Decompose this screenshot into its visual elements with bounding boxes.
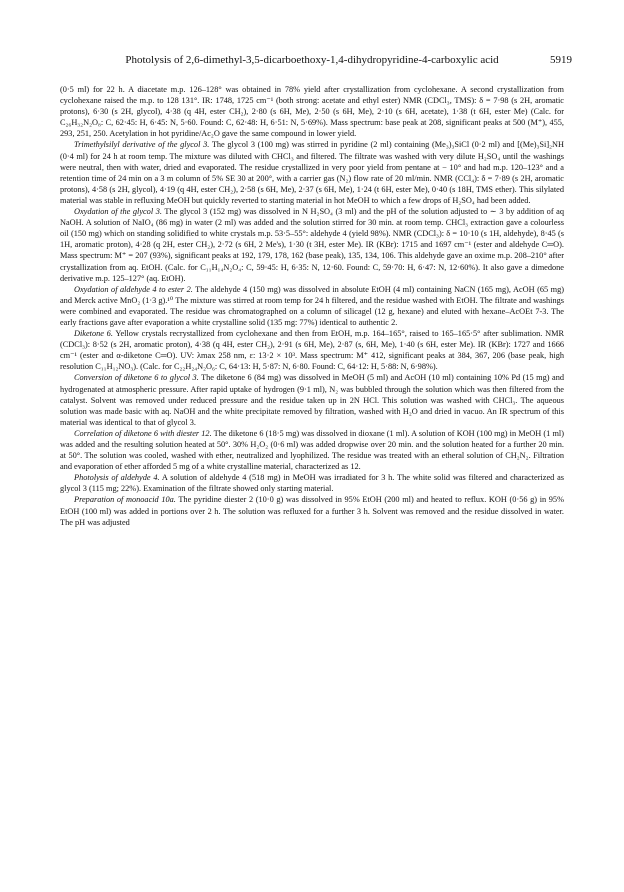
paragraph-monoacid	[60, 494, 564, 527]
paragraph-lead: Photolysis of aldehyde 4.	[74, 473, 160, 483]
paragraph-text: The aldehyde 4 (150 mg) was dissolved in absolute EtOH (4 ml) containing NaCN (165 mg), AcOH (65 mg) and Merck active MnO₂ (1·3 g).¹⁰ The mixture was stirred at room temp for 24 h filtered, and the residue washed with EtOH. The filtrate and washings were combined and evaporated. The residue was chromatographed on a column of silicagel (12 g, hexane) and eluted with hexane–AcOEt 7-3. The early fractions gave after evaporation a white crystalline solid (135 mg: 77%) identical to authentic 2.	[60, 284, 565, 327]
paragraph-lead: Oxydation of aldehyde 4 to ester 2.	[74, 284, 193, 294]
paragraph-text: The pyridine diester 2 (10·0 g) was dissolved in 95% EtOH (200 ml) and heated to reflux. KOH (0·56 g) in 95% EtOH (100 ml) was added in portions over 2 h. The solution was refluxed for a further 3 h. Solvent was removed and the residue dissolved in water. The pH was adjusted	[60, 495, 564, 527]
paragraph-oxydation-glycol	[60, 206, 564, 284]
paragraph-oxydation-aldehyde	[60, 284, 564, 328]
paragraph-diketone	[60, 328, 564, 372]
page-number: 5919	[550, 54, 572, 66]
paragraph-photolysis	[60, 472, 564, 494]
running-title: Photolysis of 2,6-dimethyl-3,5-dicarboethoxy-1,4-dihydropyridine-4-carboxylic acid	[125, 54, 499, 66]
paragraph-lead: Trimethylsilyl derivative of the glycol 3.	[74, 140, 210, 150]
paragraph-lead: Diketone 6.	[74, 329, 113, 339]
paragraph-correlation	[60, 428, 564, 472]
paragraph-text: The diketone 6 (84 mg) was dissolved in MeOH (5 ml) and AcOH (10 ml) containing 10% Pd (15 mg) and hydrogenated at atmospheric pressure. After rapid uptake of hydrogen (9·1 ml), N₂ was bubbled through the solution which was then filtered from the catalyst. Solvent was removed under reduced pressure and the residue taken up in 2N HCl. This solution was washed with CHCl₃. The aqueous solution was made basic with aq. NaOH and the white precipitate removed by filtration, washed with H₂O and dried in vacuo. An IR spectrum of this material was identical to that of glycol 3.	[60, 373, 564, 427]
article-body	[60, 84, 564, 528]
paragraph-lead: Preparation of monoacid 10a.	[74, 495, 176, 505]
paragraph-conversion	[60, 372, 564, 427]
paragraph-lead: Oxydation of the glycol 3.	[74, 207, 162, 217]
paragraph-lead: Correlation of diketone 6 with diester 12.	[74, 428, 212, 438]
running-header	[0, 54, 624, 70]
paragraph-text: A solution of aldehyde 4 (518 mg) in MeOH was irradiated for 3 h. The white solid was filtered and characterized as glycol 3 (115 mg; 22%). Examination of the filtrate showed only starting material.	[60, 473, 564, 494]
paragraph-text: The diketone 6 (18·5 mg) was dissolved in dioxane (1 ml). A solution of KOH (100 mg) in MeOH (1 ml) was added and the resulting solution heated at 50°. 30% H₂O₂ (0·6 ml) was added dropwise over 20 min. and the solution heated for a further 20 min. at 50°. The solution was cooled, washed with ether, neutralized and lyophilized. The residue was treated with an etheral solution of CH₂N₂. Filtration and evaporation of ether afforded 5 mg of a white crystalline material, characterized as 12.	[60, 428, 564, 472]
paragraph-text: (0·5 ml) for 22 h. A diacetate m.p. 126–128° was obtained in 78% yield after crystallization from cyclohexane. A second crystallization from cyclohexane raised the m.p. to 128 131°. IR: 1748, 1725 cm⁻¹ (both strong: acetate and ethyl ester) NMR (CDCl₃, TMS): δ = 7·98 (s 2H, aromatic protons), 6·30 (s 2H, glycol), 4·38 (q 4H, ester CH₂), 2·80 (s 6H, Me), 2·50 (s 6H, Me), 2·10 (s 6H, acetate), 1·38 (t 6H, ester Me) (Calc. for C₂₆H₃₂N₂O₈: C, 62·45: H, 6·45: N, 5·60. Found: C, 62·48: H, 6·51: N, 5·69%). Mass spectrum: base peak at 208, significant peaks at 500 (M⁺), 455, 293, 251, 250. Acetylation in hot pyridine/Ac₂O gave the same compound in lower yield.	[60, 85, 564, 139]
paragraph-text: The glycol 3 (152 mg) was dissolved in N H₂SO₄ (3 ml) and the pH of the solution adjusted to ∼ 3 by addition of aq NaOH. A solution of NaIO₄ (86 mg) in water (2 ml) was added and the solution stirred for 30 min. at room temp. CHCl₃ extraction gave a colourless oil (150 mg) which on standing solidified to white crystals m.p. 53·5–55°: aldehyde 4 (yield 98%). NMR (CDCl₃): δ = 10·10 (s 1H, aldehyde), 8·45 (s 1H, aromatic proton), 4·28 (q 2H, ester CH₂), 2·72 (s 6H, 2 Me's), 1·30 (t 3H, ester Me). IR (KBr): 1715 and 1697 cm⁻¹ (ester and aldehyde C═O). Mass spectrum: M⁺ = 207 (93%), significant peaks at 192, 179, 178, 162 (base peak), 135, 134, 106. This aldehyde gave an oxime m.p. 208–210° after crystallization from aq. EtOH. (Calc. for C₁₁H₁₄N₂O₄: C, 59·45: H, 6·35: N, 12·60. Found: C, 59·70: H, 6·47: N, 12·60%). It also gave a dimedone derivative m.p. 125–127° (aq. EtOH).	[60, 207, 564, 283]
paragraph-text: The glycol 3 (100 mg) was stirred in pyridine (2 ml) containing (Me₃)₃SiCl (0·2 ml) and [(Me)₃Si]₂NH (0·4 ml) for 24 h at room temp. The mixture was diluted with CHCl₃ and filtered. The filtrate was washed with very dilute H₂SO₄ until the washings were neutral, then with water, dried and evaporated. The residue crystallized in very poor yield from pentane at − 10° and had m.p. 120–123° and a retention time of 24 min on a 3 m column of 5% SE 30 at 200°, with a carrier gas (N₂) flow rate of 20 ml/min. NMR (CCl₄): δ = 7·89 (s 2H, aromatic protons), 4·58 (s 2H, glycol), 4·19 (q 4H, ester CH₂), 2·58 (s 6H, Me), 2·37 (s 6H, Me), 1·24 (t 6H, ester Me), 0·40 (s 18H, TMS ether). This silylated material was stable in refluxing MeOH but quickly reverted to starting material in hot MeOH to which a few drops of H₂SO₄ had been added.	[60, 140, 564, 205]
paragraph-diacetate	[60, 84, 564, 139]
paragraph-lead: Conversion of diketone 6 to glycol 3.	[74, 373, 199, 383]
paragraph-text: Yellow crystals recrystallized from cyclohexane and then from EtOH, m.p. 164–165°, raised to 165–165·5° after sublimation. NMR (CDCl₃): 8·52 (s 2H, aromatic proton), 4·38 (q 4H, ester CH₂), 2·91 (s 6H, Me), 2·87 (s, 6H, Me), 1·40 (s 6H, ester Me). IR (KBr): 1727 and 1666 cm⁻¹ (ester and α-diketone C═O). UV: λmax 258 nm, ε: 13·2 × 10³. Mass spectrum: M⁺ 412, significant peaks at 384, 367, 206 (base peak, high resolution C₁₁H₁₂NO₃). (Calc. for C₂₂H₂₄N₂O₆: C, 64·13: H, 5·87: N, 6·80. Found: C, 64·12: H, 5·88: N, 6·98%).	[60, 329, 564, 372]
paragraph-trimethylsilyl	[60, 139, 564, 206]
